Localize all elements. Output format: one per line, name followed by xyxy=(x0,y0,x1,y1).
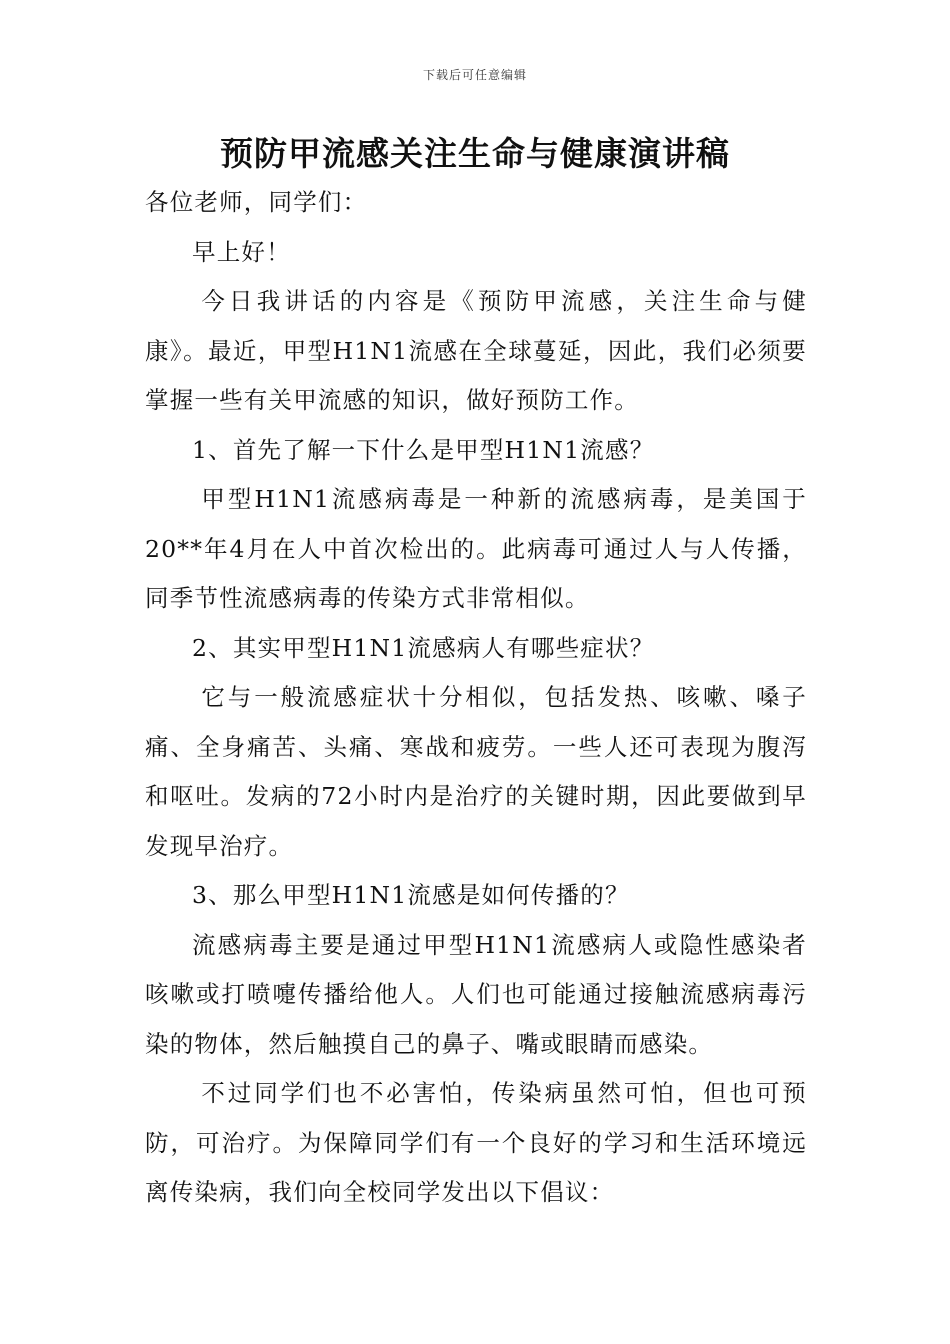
paragraph-intro: 今日我讲话的内容是《预防甲流感，关注生命与健康》。最近，甲型H1N1流感在全球蔓延，因此，我们必须要掌握一些有关甲流感的知识，做好预防工作。 xyxy=(145,287,807,414)
header-note: 下载后可任意编辑 xyxy=(422,68,527,82)
paragraph-greeting: 早上好！ xyxy=(192,237,291,266)
document-title: 预防甲流感关注生命与健康演讲稿 xyxy=(220,134,730,173)
paragraph-appeal: 不过同学们也不必害怕，传染病虽然可怕，但也可预防，可治疗。为保障同学们有一个良好的学习和生活环境远离传染病，我们向全校同学发出以下倡议： xyxy=(145,1079,807,1206)
paragraph-answer-2: 它与一般流感症状十分相似，包括发热、咳嗽、嗓子痛、全身痛苦、头痛、寒战和疲劳。一些人还可表现为腹泻和呕吐。发病的72小时内是治疗的关键时期，因此要做到早发现早治疗。 xyxy=(145,683,807,860)
paragraph-question-1: 1、首先了解一下什么是甲型H1N1流感？ xyxy=(192,435,655,464)
paragraph-question-2: 2、其实甲型H1N1流感病人有哪些症状？ xyxy=(192,633,655,662)
paragraph-answer-1: 甲型H1N1流感病毒是一种新的流感病毒，是美国于20**年4月在人中首次检出的。此病毒可通过人与人传播，同季节性流感病毒的传染方式非常相似。 xyxy=(145,485,807,612)
document-body xyxy=(145,178,807,1218)
paragraph-question-3: 3、那么甲型H1N1流感是如何传播的？ xyxy=(192,881,630,909)
paragraph-salutation: 各位老师，同学们： xyxy=(145,188,368,216)
paragraph-answer-3: 流感病毒主要是通过甲型H1N1流感病人或隐性感染者咳嗽或打喷嚏传播给他人。人们也可能通过接触流感病毒污染的物体，然后触摸自己的鼻子、嘴或眼睛而感染。 xyxy=(145,930,807,1058)
